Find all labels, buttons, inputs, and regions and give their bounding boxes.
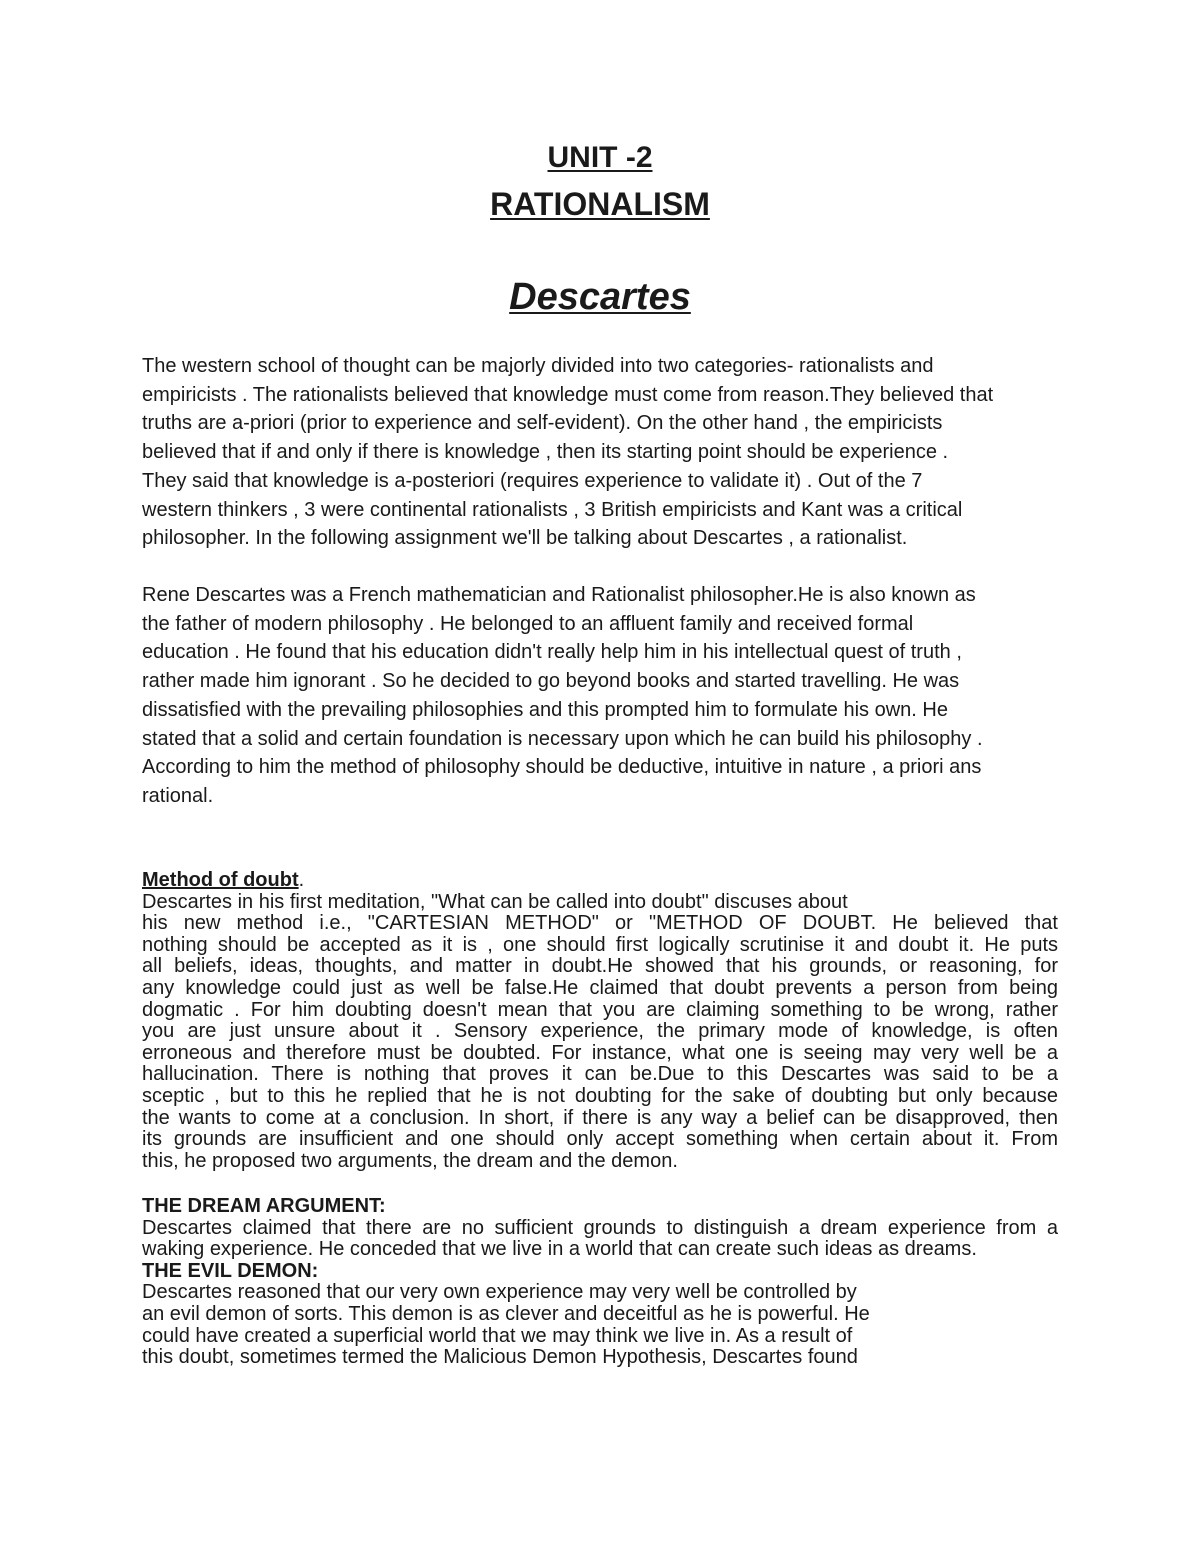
heading-suffix: . — [298, 869, 305, 891]
text-line: this doubt, sometimes termed the Malicious Demon Hypothesis, Descartes found — [142, 1346, 858, 1369]
intro-paragraph — [142, 352, 1067, 553]
text-line: rather made him ignorant . So he decided to go beyond books and started travelling. He was — [142, 670, 960, 693]
text-line: Descartes claimed that there are no sufficient grounds to distinguish a dream experience from a — [142, 1216, 1058, 1239]
text-line: They said that knowledge is a-posteriori (requires experience to validate it) . Out of the 7 — [142, 469, 923, 492]
text-line: Rene Descartes was a French mathematician and Rationalist philosopher.He is also known as — [142, 584, 976, 606]
philosopher-title: Descartes — [509, 276, 691, 318]
text-line: waking experience. He conceded that we live in a world that can create such ideas as dreams. — [142, 1238, 977, 1261]
text-line: dissatisfied with the prevailing philosophies and this prompted him to formulate his own. He — [142, 698, 948, 721]
text-line: you are just unsure about it . Sensory experience, the primary mode of knowledge, is often — [142, 1020, 1058, 1043]
evil-demon-heading: THE EVIL DEMON: — [142, 1259, 319, 1282]
text-line: all beliefs, ideas, thoughts, and matter in doubt.He showed that his grounds, or reasoning, for — [142, 955, 1058, 978]
method-of-doubt-section — [142, 870, 1058, 1172]
unit-title: UNIT -2 — [547, 141, 653, 174]
dream-argument-heading: THE DREAM ARGUMENT: — [142, 1195, 386, 1217]
text-line: an evil demon of sorts. This demon is as clever and deceitful as he is powerful. He — [142, 1302, 870, 1325]
text-line: Descartes reasoned that our very own experience may very well be controlled by — [142, 1281, 857, 1304]
text-line: Descartes in his first meditation, "What can be called into doubt" discuses about — [142, 890, 848, 913]
text-line: the wants to come at a conclusion. In short, if there is any way a belief can be disapproved, then — [142, 1106, 1058, 1129]
text-line: philosopher. In the following assignment we'll be talking about Descartes , a rationalist. — [142, 527, 908, 550]
text-line: erroneous and therefore must be doubted. For instance, what one is seeing may very well be a — [142, 1041, 1058, 1064]
text-line: believed that if and only if there is knowledge , then its starting point should be experience . — [142, 441, 949, 464]
text-line: truths are a-priori (prior to experience and self-evident). On the other hand , the empiricists — [142, 412, 943, 435]
text-line: The western school of thought can be majorly divided into two categories- rationalists and — [142, 355, 934, 377]
text-line: According to him the method of philosophy should be deductive, intuitive in nature , a priori ans — [142, 756, 982, 779]
text-line: the father of modern philosophy . He belonged to an affluent family and received formal — [142, 612, 914, 635]
text-line: this, he proposed two arguments, the dream and the demon. — [142, 1149, 678, 1172]
text-line: nothing should be accepted as it is , one should first logically scrutinise it and doubt it. He puts — [142, 933, 1058, 956]
biography-paragraph — [142, 581, 1067, 811]
section-heading — [142, 870, 1058, 892]
text-line: its grounds are insufficient and one should only accept something when certain about it. From — [142, 1128, 1058, 1151]
topic-title: RATIONALISM — [490, 186, 710, 222]
text-line: western thinkers , 3 were continental rationalists , 3 British empiricists and Kant was a critical — [142, 498, 963, 521]
text-line: could have created a superficial world that we may think we live in. As a result of — [142, 1324, 853, 1347]
text-line: any knowledge could just as well be false.He claimed that doubt prevents a person from being — [142, 976, 1058, 999]
text-line: empiricists . The rationalists believed that knowledge must come from reason.They believed that — [142, 383, 994, 406]
text-line: hallucination. There is nothing that proves it can be.Due to this Descartes was said to be a — [142, 1063, 1058, 1086]
text-line: sceptic , but to this he replied that he is not doubting for the sake of doubting but only because — [142, 1084, 1058, 1107]
arguments-section — [142, 1196, 1058, 1369]
text-line: stated that a solid and certain foundation is necessary upon which he can build his philosophy . — [142, 727, 983, 750]
text-line: dogmatic . For him doubting doesn't mean that you are claiming something to be wrong, rather — [142, 998, 1058, 1021]
text-line: his new method i.e., "CARTESIAN METHOD" or "METHOD OF DOUBT. He believed that — [142, 912, 1058, 935]
text-line: rational. — [142, 784, 214, 807]
method-of-doubt-heading: Method of doubt — [142, 869, 299, 891]
text-line: education . He found that his education didn't really help him in his intellectual quest of truth , — [142, 641, 962, 664]
